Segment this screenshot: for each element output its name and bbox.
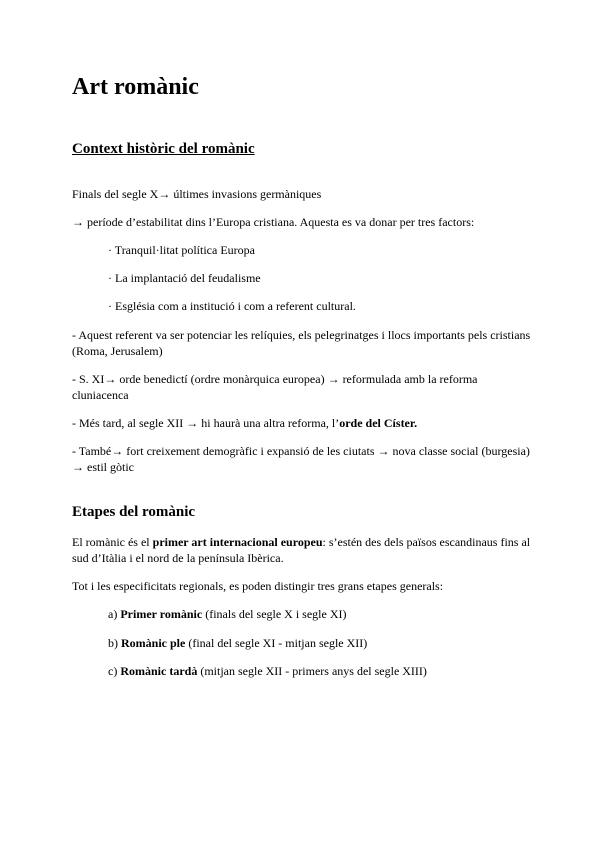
- stage-item: [108, 606, 568, 622]
- paragraph-cister-text: - Més tard, al segle XII → hi haurà una altra reforma, l’: [72, 416, 340, 430]
- stage-letter: c): [108, 664, 121, 678]
- paragraph-regional: Tot i les especificitats regionals, es poden distingir tres grans etapes generals:: [72, 579, 444, 593]
- stage-name: Primer romànic: [120, 607, 203, 621]
- section-heading-context: Context històric del romànic: [72, 141, 255, 157]
- intro-text-bold: primer art internacional europeu: [152, 535, 323, 549]
- intro-text-pre: El romànic és el: [72, 535, 153, 549]
- stage-item: [108, 663, 568, 679]
- intro-text-post: : s’estén des dels països escandinaus fins al sud d’Itàlia i el nord de la península Ibèrica.: [72, 535, 531, 565]
- paragraph-relics: - Aquest referent va ser potenciar les relíquies, els pelegrinatges i llocs importants pels cristians (Roma, Jerusalem): [72, 328, 531, 358]
- paragraph-invasions: Finals del segle X→ últimes invasions germàniques: [72, 187, 322, 201]
- paragraph-cister-bold: orde del Císter.: [339, 416, 418, 430]
- stage-item: [108, 635, 568, 651]
- paragraph-international: [72, 534, 532, 566]
- paragraph-benedictine: - S. XI→ orde benedictí (ordre monàrquica europea) → reformulada amb la reforma cluniacenca: [72, 372, 478, 402]
- factor-item: · Tranquil·litat política Europa: [108, 243, 255, 257]
- stage-desc: (final del segle XI - mitjan segle XII): [185, 636, 368, 650]
- stage-desc: (finals del segle X i segle XI): [202, 607, 347, 621]
- stage-letter: b): [108, 636, 121, 650]
- page-title: Art romànic: [72, 74, 199, 100]
- factor-item: · Església com a institució i com a referent cultural.: [108, 299, 356, 313]
- factor-item: · La implantació del feudalisme: [108, 271, 261, 285]
- paragraph-cister: [72, 415, 532, 431]
- stage-name: Romànic tardà: [120, 664, 198, 678]
- stage-desc: (mitjan segle XII - primers anys del segle XIII): [197, 664, 427, 678]
- section-heading-stages: Etapes del romànic: [72, 504, 196, 520]
- paragraph-stability: → període d’estabilitat dins l’Europa cristiana. Aquesta es va donar per tres factors:: [72, 215, 475, 229]
- stage-name: Romànic ple: [121, 636, 186, 650]
- paragraph-demographic: - També→ fort creixement demogràfic i expansió de les ciutats → nova classe social (burgesia) → estil gòtic: [72, 444, 530, 474]
- stage-letter: a): [108, 607, 121, 621]
